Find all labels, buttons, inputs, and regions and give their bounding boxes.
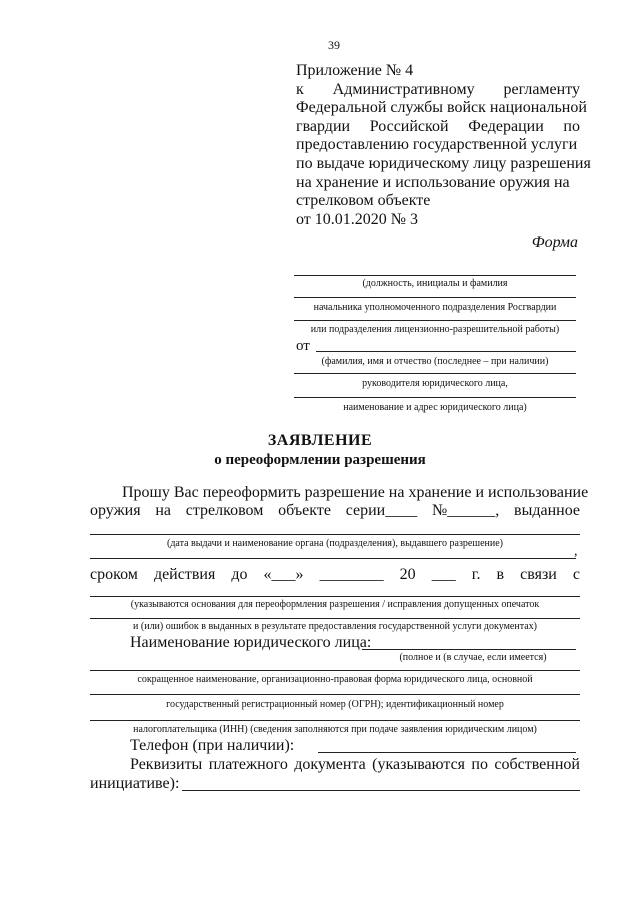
document-subtitle: о переоформлении разрешения: [214, 452, 426, 468]
appendix-word: Российской: [369, 117, 449, 135]
caption-head-of-entity: руководителя юридического лица,: [362, 378, 508, 389]
body-line-2: [90, 502, 580, 520]
caption-reasons-1: (указываются основания для переоформления разрешения / исправления допущенных опечаток: [130, 599, 540, 610]
caption-full-name: (полное и (в случае, если имеется): [399, 652, 547, 663]
appendix-line-2: [296, 81, 580, 100]
caption-short-name: сокращенное наименование, организационно-правовая форма юридического лица, основной: [137, 674, 533, 685]
body-word: в: [496, 566, 505, 583]
applicant-line-3[interactable]: [294, 397, 576, 398]
from-line[interactable]: [316, 351, 576, 352]
caption-position: (должность, инициалы и фамилия: [362, 278, 508, 289]
appendix-line-3: Федеральной службы войск национальной: [296, 99, 587, 117]
appendix-word: Федерации: [468, 117, 544, 135]
addressee-line-3[interactable]: [294, 320, 576, 321]
caption-unit: или подразделения лицензионно-разрешительной работы): [310, 324, 560, 335]
caption-head: начальника уполномоченного подразделения Росгвардии: [313, 302, 557, 313]
payment-field[interactable]: [182, 790, 580, 791]
body-word: сроком: [90, 566, 138, 583]
body-word: платежного: [208, 756, 288, 773]
appendix-title: Приложение № 4: [296, 62, 414, 79]
legal-name-line-4[interactable]: [90, 720, 580, 721]
appendix-block: [296, 62, 591, 229]
body-word: с: [572, 566, 580, 583]
caption-ogrn: государственный регистрационный номер (ОГРН); идентификационный номер: [166, 699, 504, 710]
legal-name-line-2[interactable]: [90, 670, 580, 671]
body-word: по: [471, 756, 488, 773]
appendix-line-4: [296, 118, 580, 137]
body-word: выданное: [514, 502, 580, 519]
legal-name-line-3[interactable]: [90, 694, 580, 695]
addressee-line-2[interactable]: [294, 297, 576, 298]
term-line: [90, 566, 580, 584]
legal-name-field[interactable]: [362, 649, 576, 650]
phone-label: Телефон (при наличии):: [130, 737, 295, 754]
appendix-line-5: предоставлению государственной услуги: [296, 136, 578, 154]
appendix-line-6: по выдаче юридическому лицу разрешения: [296, 154, 591, 172]
trailing-comma: ,: [574, 544, 578, 559]
appendix-line-7: на хранение и использование оружия на: [296, 173, 570, 191]
appendix-word: регламенту: [503, 80, 580, 98]
appendix-word: гвардии: [296, 117, 351, 135]
page-number: 39: [328, 38, 340, 52]
legal-name-label: Наименование юридического лица:: [130, 634, 372, 651]
caption-reasons-2: и (или) ошибок в выданных в результате предоставления государственной услуги документах): [133, 621, 537, 632]
body-word: 20: [399, 566, 416, 583]
from-label: от: [296, 338, 310, 354]
appendix-word: к: [296, 80, 304, 98]
addressee-line-1[interactable]: [294, 275, 576, 276]
body-word: стрелковом: [185, 502, 264, 519]
body-word: действия: [153, 566, 216, 583]
appendix-line-9: от 10.01.2020 № 3: [296, 210, 419, 228]
payment-line-2: инициативе):: [90, 775, 180, 792]
number-field[interactable]: №______,: [431, 502, 500, 519]
caption-issue: (дата выдачи и наименование органа (подразделения), выдавшего разрешение): [167, 538, 503, 549]
series-field[interactable]: серии____: [345, 502, 418, 519]
document-title: ЗАЯВЛЕНИЕ: [267, 432, 373, 449]
body-word: оружия: [90, 502, 141, 519]
applicant-line-2[interactable]: [294, 373, 576, 374]
caption-fio: (фамилия, имя и отчество (последнее – при наличии): [321, 356, 549, 367]
appendix-word: Административному: [332, 80, 475, 98]
month-field[interactable]: ________: [319, 566, 384, 583]
body-word: собственной: [494, 756, 580, 773]
appendix-word: по: [563, 117, 580, 135]
body-word: документа: [294, 756, 366, 773]
caption-entity-address: наименование и адрес юридического лица): [343, 402, 527, 413]
year-field[interactable]: ___: [431, 566, 456, 583]
issue-info-line-2[interactable]: [90, 558, 576, 559]
caption-inn: налогоплательщика (ИНН) (сведения заполняются при подаче заявления юридическим лицом): [133, 724, 537, 735]
body-word: связи: [520, 566, 557, 583]
payment-line-1: [130, 756, 580, 774]
body-word: Реквизиты: [130, 756, 203, 773]
body-line-1: Прошу Вас переоформить разрешение на хранение и использование: [122, 484, 589, 501]
body-word: г.: [471, 566, 481, 583]
day-field[interactable]: «___»: [263, 566, 304, 583]
body-word: до: [231, 566, 248, 583]
body-word: (указываются: [372, 756, 466, 773]
body-word: на: [155, 502, 171, 519]
appendix-line-8: стрелковом объекте: [296, 192, 431, 210]
phone-field[interactable]: [318, 752, 576, 753]
issue-info-line[interactable]: [90, 534, 580, 535]
body-word: объекте: [278, 502, 331, 519]
reasons-line-1[interactable]: [90, 596, 580, 597]
form-label: Форма: [531, 234, 578, 251]
reasons-line-2[interactable]: [90, 618, 580, 619]
